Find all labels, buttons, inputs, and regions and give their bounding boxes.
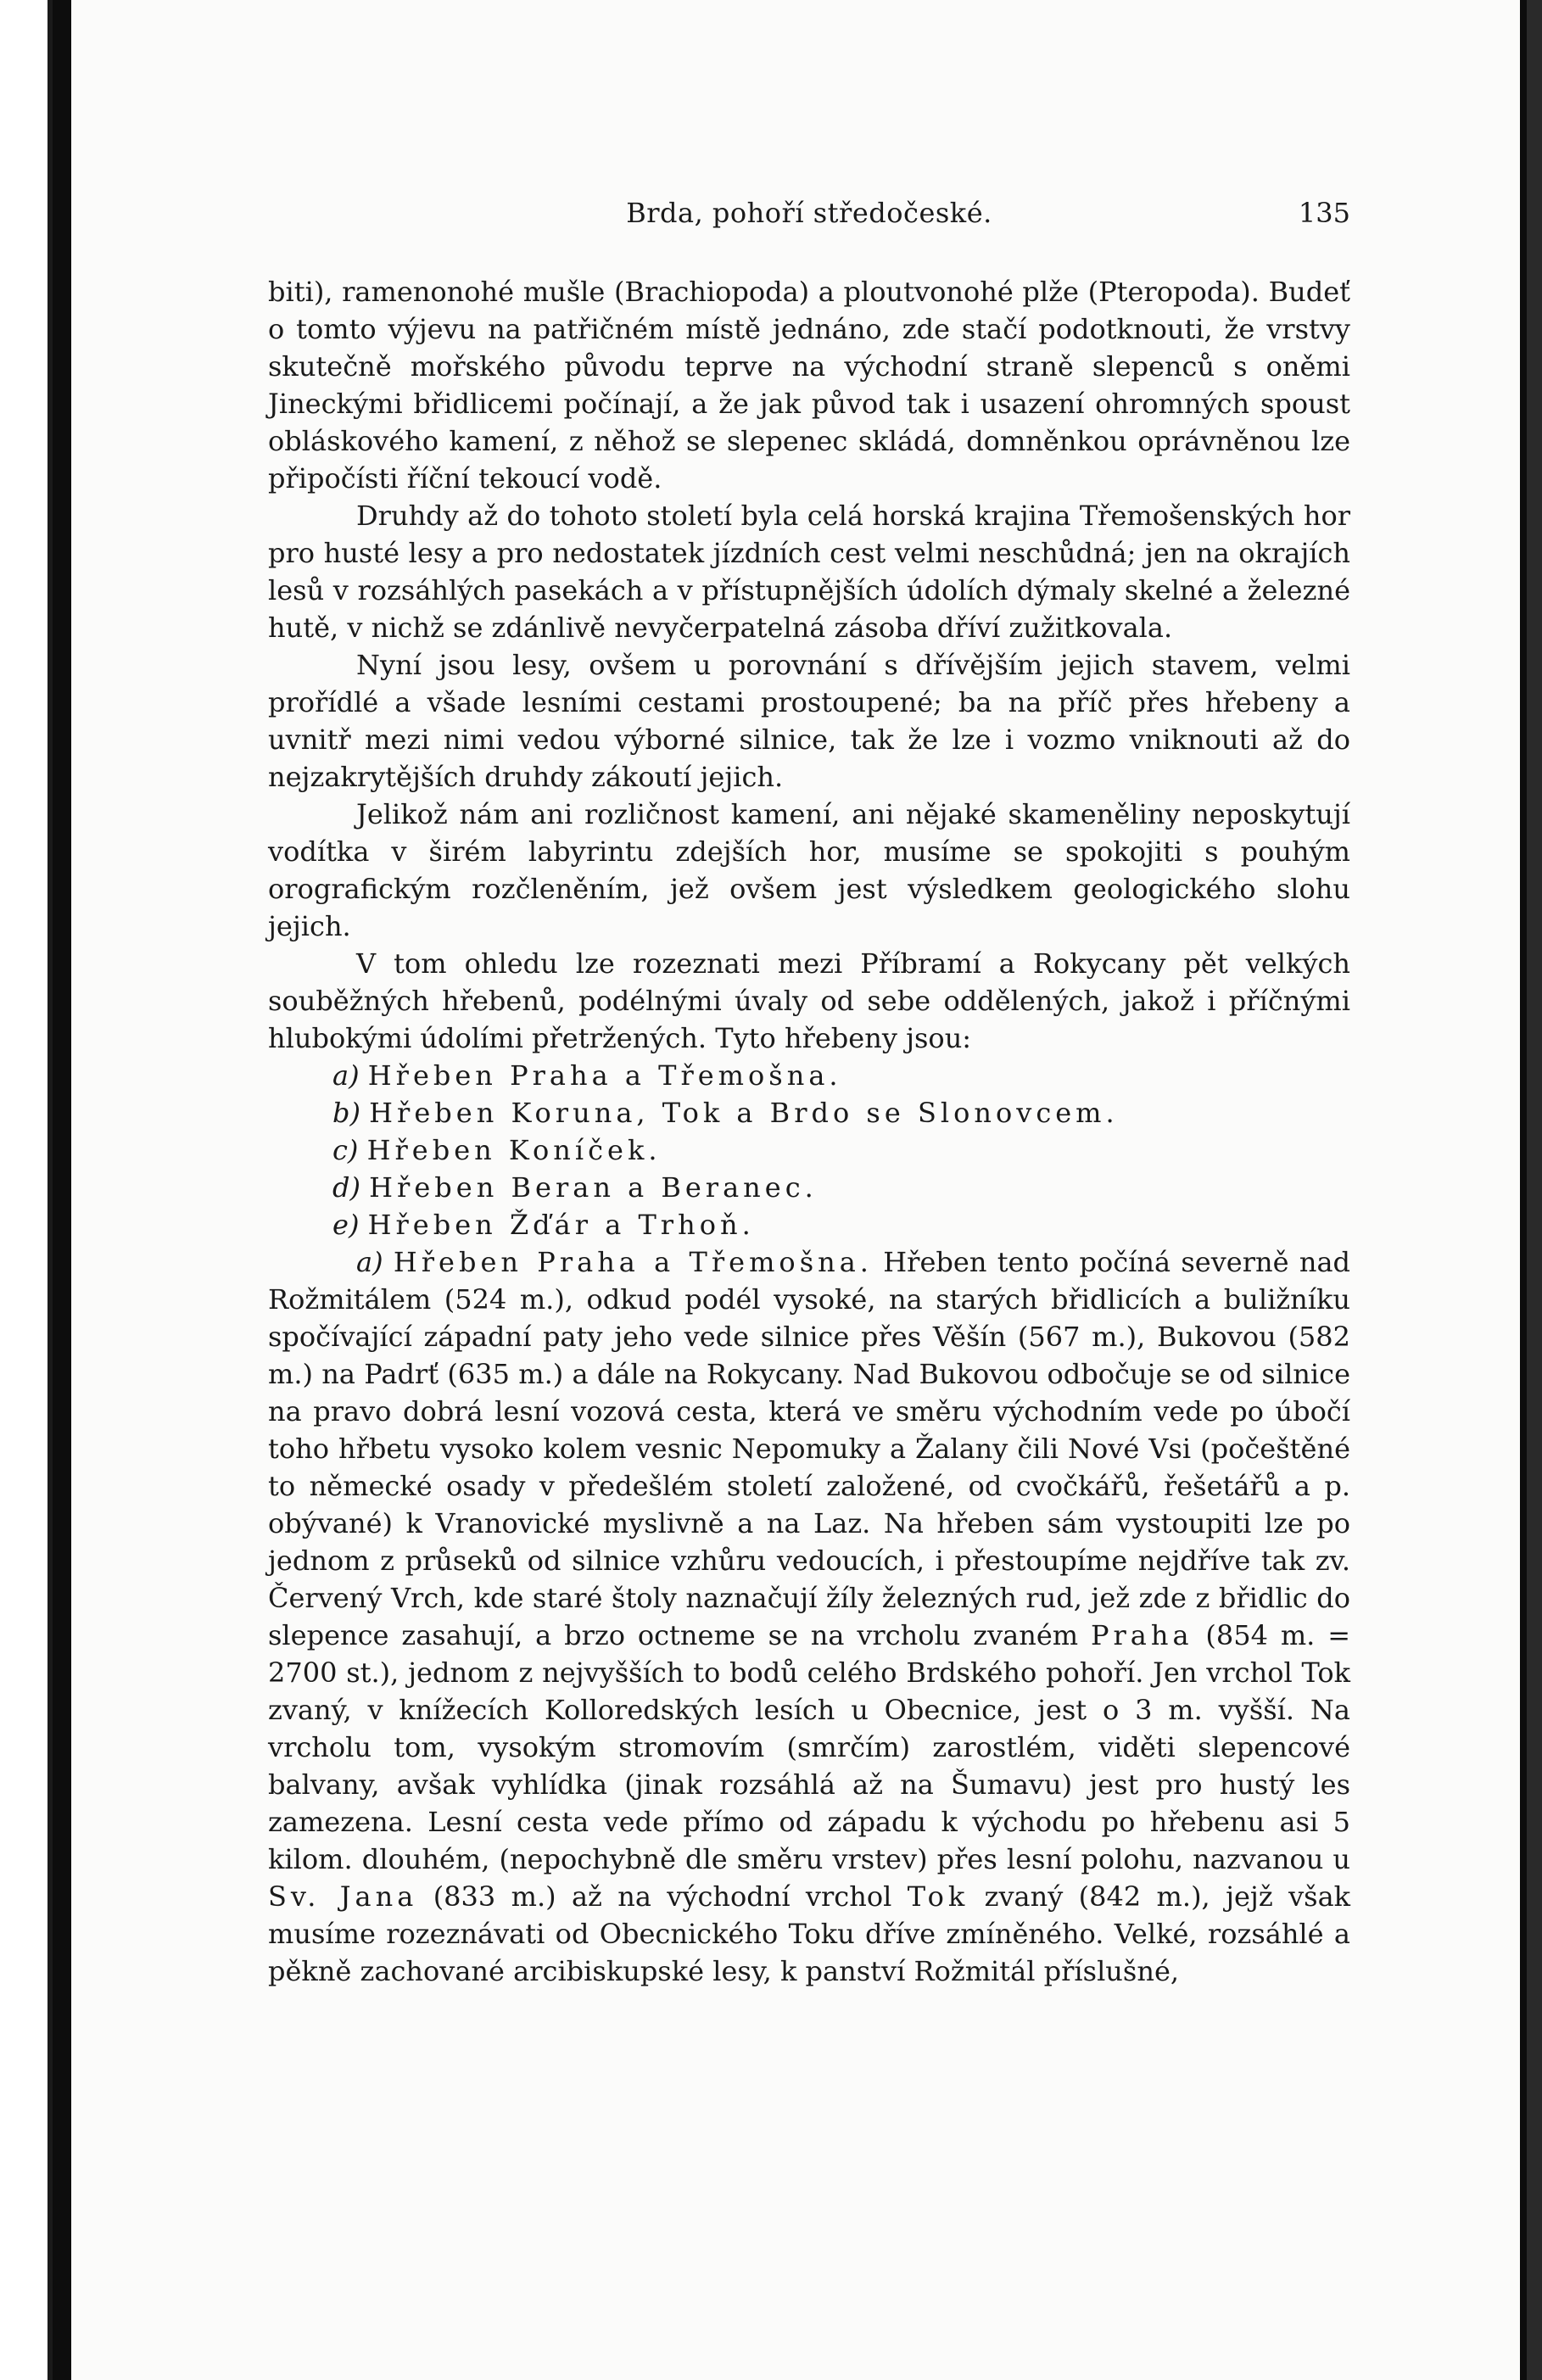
item-letter: c) <box>332 1134 359 1166</box>
paragraph: V tom ohledu lze rozeznati mezi Příbramí a Rokycany pět velkých souběžných hřebenů, podélnými úvaly od sebe oddělených, jakož i příčnými hlubokými údolími přetržených. Tyto hřebeny jsou: <box>268 947 1350 1054</box>
list-item <box>268 1094 1350 1131</box>
text-run: Hřeben tento počíná severně nad Rožmitálem (524 m.), odkud podél vysoké, na starých břidlicích a buližníku spočívající západní paty jeho vede silnice přes Věšín (567 m.), Bukovou (582 m.) na Padrť (635 m.) a dále na Rokycany. Nad Bukovou odbočuje se od silnice na pravo dobrá lesní vozová cesta, která ve směru východním vede po úbočí toho hřbetu vysoko kolem vesnic Nepomuky a Žalany čili Nové Vsi (počeštěné to německé osady v předešlém století založené, od cvočkářů, řešetářů a p. obývané) k Vranovické myslivně a na Laz. Na hřeben sám vystoupiti lze po jednom z průseků od silnice vzhůru vedoucích, i přestoupíme nejdříve tak zv. Červený Vrch, kde staré štoly naznačují žíly železných rud, jež zde z břidlic do slepence zasahují, a brzo octneme se na vrcholu zvaném <box>268 1246 1351 1651</box>
list-item <box>268 1206 1350 1243</box>
item-name: Hřeben Koruna, Tok a Brdo se Slonovcem. <box>369 1097 1119 1129</box>
text-run: (854 m. = 2700 st.), jednom z nejvyšších to bodů celého Brdského pohoří. Jen vrchol Tok zvaný, v knížecích Kolloredských lesích u Obecnice, jest o 3 m. vyšší. Na vrcholu tom, vysokým stromovím (smrčím) zarostlém, viděti slepencové balvany, avšak vyhlídka (jinak rozsáhlá až na Šumavu) jest pro hustý les zamezena. Lesní cesta vede přímo od západu k východu po hřebenu asi 5 kilom. dlouhém, (nepochybně dle směru vrstev) přes lesní polohu, nazvanou u <box>268 1619 1351 1875</box>
item-name: Hřeben Beran a Beranec. <box>369 1171 818 1204</box>
place-name: Praha <box>1090 1619 1193 1651</box>
place-name: Sv. Jana <box>268 1880 418 1913</box>
place-name: Tok <box>907 1880 969 1913</box>
section-heading: Hřeben Praha a Třemošna. <box>393 1246 873 1278</box>
item-letter: a) <box>332 1059 360 1092</box>
paragraph: Jelikož nám ani rozličnost kamení, ani nějaké skameněliny neposkytují vodítka v širém labyrintu zdejších hor, musíme se spokojiti s pouhým orografickým rozčleněním, jež ovšem jest výsledkem geologického slohu jejich. <box>268 798 1350 942</box>
section-paragraph <box>268 1243 1350 1990</box>
list-item <box>268 1057 1350 1094</box>
item-name: Hřeben Praha a Třemošna. <box>367 1059 842 1092</box>
item-letter: e) <box>332 1209 360 1241</box>
section-letter: a) <box>356 1246 383 1278</box>
paragraph: biti), ramenonohé mušle (Brachiopoda) a ploutvonohé plže (Pteropoda). Budeť o tomto výjevu na patřičném místě jednáno, zde stačí podotknouti, že vrstvy skutečně mořského původu teprve na východní straně slepenců s oněmi Jineckými břidlicemi počínají, a že jak původ tak i usazení ohromných spoust obláskového kamení, z něhož se slepenec skládá, domněnkou oprávněnou lze připočísti říční tekoucí vodě. <box>268 276 1350 494</box>
item-name: Hřeben Koníček. <box>366 1134 662 1166</box>
text-run: zvaný (842 m.), jejž však musíme rozeznávati od Obecnického Toku dříve zmíněného. Velké, rozsáhlé a pěkně zachované arcibiskupské lesy, k panství Rožmitál příslušné, <box>268 1880 1351 1987</box>
item-name: Hřeben Žďár a Trhoň. <box>367 1209 755 1241</box>
item-letter: b) <box>332 1097 360 1129</box>
adjacent-page-edge <box>0 0 53 2380</box>
list-item <box>268 1131 1350 1169</box>
ridge-list <box>268 1057 1350 1243</box>
paragraph: Druhdy až do tohoto století byla celá horská krajina Třemošenských hor pro husté lesy a pro nedostatek jízdních cest velmi neschůdná; jen na okrajích lesů v rozsáhlých pasekách a v přístupnějších údolích dýmaly skelné a železné hutě, v nichž se zdánlivě nevyčerpatelná zásoba dříví zužitkovala. <box>268 500 1350 644</box>
list-item <box>268 1169 1350 1206</box>
running-title: Brda, pohoří středočeské. <box>626 197 992 229</box>
book-page <box>71 0 1520 2380</box>
page-number: 135 <box>1298 197 1350 229</box>
text-run: (833 m.) až na východní vrchol <box>433 1880 892 1913</box>
body-text <box>268 273 1350 1990</box>
paragraph: Nyní jsou lesy, ovšem u porovnání s dřívějším jejich stavem, velmi prořídlé a všade lesními cestami prostoupené; ba na příč přes hřebeny a uvnitř mezi nimi vedou výborné silnice, tak že lze i vozmo vniknouti až do nejzakrytějších druhdy zákoutí jejich. <box>268 649 1350 793</box>
page-header <box>268 197 1350 244</box>
item-letter: d) <box>332 1171 360 1204</box>
scan-border <box>1527 0 1542 2380</box>
